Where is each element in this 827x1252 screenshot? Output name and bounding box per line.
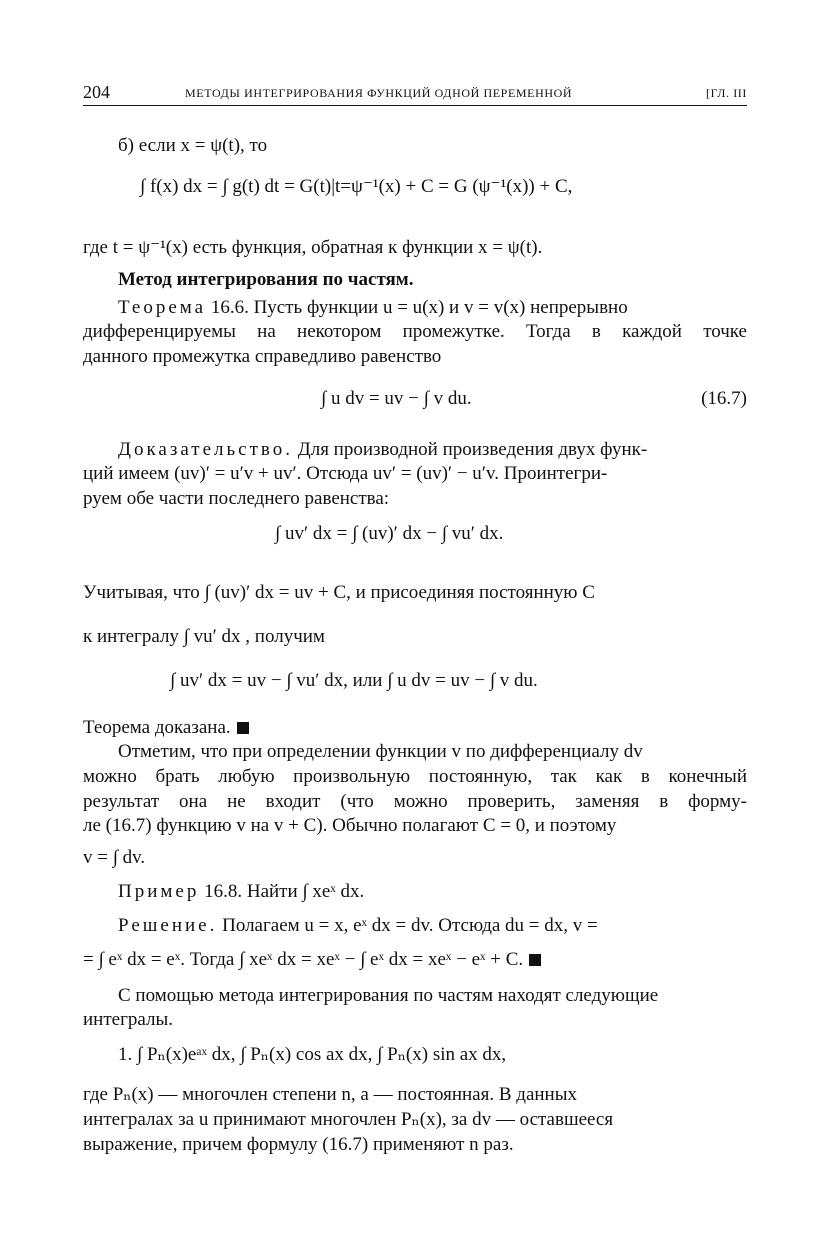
- text-line: к интегралу ∫ vu′ dx , получим: [83, 626, 325, 647]
- text-line: дифференцируемы на некотором промежутке. Тогда в каждой точке: [83, 321, 747, 342]
- theorem-label: Теорема: [118, 297, 207, 318]
- solution-formula: = ∫ eˣ dx = eˣ. Тогда ∫ xeˣ dx = xeˣ − ∫ eˣ dx = xeˣ − eˣ + C.: [83, 949, 524, 970]
- solution-text: Полагаем u = x, eˣ dx = dv. Отсюда du = dx, v =: [217, 915, 598, 936]
- example-line: [118, 880, 782, 904]
- equation-body: ∫ u dv = uv − ∫ v du.: [321, 388, 472, 409]
- example-text: 16.8. Найти ∫ xeˣ dx.: [199, 881, 365, 902]
- text-line: можно брать любую произвольную постоянную, так как в конечный: [83, 766, 747, 787]
- proof-text: Для производной произведения двух функ-: [293, 439, 648, 460]
- proof-label: Доказательство.: [118, 439, 293, 460]
- chapter-label: [ГЛ. III: [706, 86, 747, 100]
- text-line: где t = ψ⁻¹(x) есть функция, обратная к функции x = ψ(t).: [83, 237, 543, 258]
- qed-square-icon: [237, 722, 249, 734]
- solution-line: [118, 914, 747, 938]
- example-label: Пример: [118, 881, 200, 902]
- page-number: 204: [83, 82, 110, 102]
- solution-label: Решение.: [118, 915, 218, 936]
- text-line: результат она не входит (что можно проверить, заменяя в форму-: [83, 791, 747, 812]
- text-line: где Pₙ(x) — многочлен степени n, a — постоянная. В данных: [83, 1084, 577, 1105]
- equation-number: (16.7): [701, 388, 747, 409]
- qed-square-icon: [529, 954, 541, 966]
- qed-line: [83, 716, 747, 740]
- page-header: [83, 84, 747, 106]
- text-line: руем обе части последнего равенства:: [83, 488, 390, 509]
- text-line: б) если x = ψ(t), то: [118, 135, 268, 156]
- header-rule: [83, 105, 747, 106]
- text-line: Отметим, что при определении функции v по дифференциалу dv: [118, 741, 643, 762]
- text-line: С помощью метода интегрирования по частям находят следующие: [118, 985, 659, 1006]
- integral-list: 1. ∫ Pₙ(x)eᵃˣ dx, ∫ Pₙ(x) cos ax dx, ∫ Pₙ(x) sin ax dx,: [118, 1044, 507, 1065]
- formula-line: ∫ uv′ dx = ∫ (uv)′ dx − ∫ vu′ dx.: [275, 523, 504, 544]
- text-line: ций имеем (uv)′ = u′v + uv′. Отсюда uv′ = (uv)′ − u′v. Проинтегри-: [83, 463, 608, 484]
- text-line: Учитывая, что ∫ (uv)′ dx = uv + C, и присоединяя постоянную C: [83, 582, 595, 603]
- proof-line: [118, 438, 747, 462]
- running-title: МЕТОДЫ ИНТЕГРИРОВАНИЯ ФУНКЦИЙ ОДНОЙ ПЕРЕМЕННОЙ: [185, 86, 573, 100]
- theorem-text: 16.6. Пусть функции u = u(x) и v = v(x) непрерывно: [206, 297, 628, 318]
- text-line: v = ∫ dv.: [83, 847, 146, 868]
- text-line: ле (16.7) функцию v на v + C). Обычно полагают C = 0, и поэтому: [83, 815, 617, 836]
- solution-formula-line: [83, 948, 747, 972]
- text-line: данного промежутка справедливо равенство: [83, 346, 442, 367]
- formula-line: ∫ uv′ dx = uv − ∫ vu′ dx, или ∫ u dv = uv − ∫ v du.: [170, 670, 538, 691]
- formula-substitution: ∫ f(x) dx = ∫ g(t) dt = G(t)|t=ψ⁻¹(x) + C = G (ψ⁻¹(x)) + C,: [140, 176, 573, 197]
- section-heading: Метод интегрирования по частям.: [118, 269, 414, 290]
- theorem-line: [118, 296, 747, 320]
- text-line: интегралах за u принимают многочлен Pₙ(x), за dv — оставшееся: [83, 1109, 614, 1130]
- qed-text: Теорема доказана.: [83, 717, 231, 738]
- text-line: выражение, причем формулу (16.7) применяют n раз.: [83, 1134, 514, 1155]
- text-line: интегралы.: [83, 1009, 173, 1030]
